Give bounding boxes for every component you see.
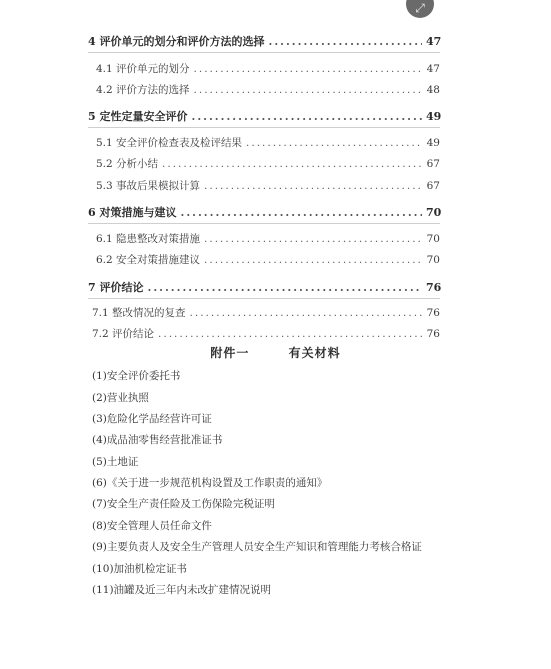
toc-leader-dots	[268, 35, 422, 48]
toc-entry-page: 76	[426, 307, 440, 319]
appendix-item: (11)油罐及近三年内未改扩建情况说明	[92, 584, 272, 596]
toc-leader-dots	[147, 281, 422, 294]
appendix-title-label: 附件一	[210, 346, 250, 360]
toc-leader-dots	[190, 307, 422, 319]
appendix-item: (2)营业执照	[92, 392, 149, 404]
appendix-item: (6)《关于进一步规范机构设置及工作职责的通知》	[92, 477, 328, 489]
toc-entry-title: 5.3 事故后果模拟计算	[96, 180, 201, 192]
appendix-title	[0, 344, 551, 361]
toc-entry[interactable]	[0, 252, 440, 267]
appendix-item: (10)加油机检定证书	[92, 563, 188, 575]
toc-divider	[88, 52, 440, 53]
toc-entry[interactable]	[0, 178, 440, 193]
toc-entry-title: 4.2 评价方法的选择	[96, 84, 190, 96]
toc-divider	[88, 298, 440, 299]
toc-entry[interactable]	[0, 279, 440, 295]
toc-entry[interactable]	[0, 305, 440, 320]
appendix-item: (3)危险化学品经营许可证	[92, 413, 212, 425]
toc-entry-title: 6 对策措施与建议	[88, 206, 177, 219]
toc-leader-dots	[194, 84, 422, 96]
toc-entry[interactable]	[0, 82, 440, 97]
appendix-title-text: 有关材料	[288, 346, 341, 360]
appendix-item: (7)安全生产责任险及工伤保险完税证明	[92, 498, 275, 510]
toc-entry-title: 6.2 安全对策措施建议	[96, 254, 201, 266]
toc-entry-page: 70	[426, 233, 440, 245]
toc-entry[interactable]	[0, 61, 440, 76]
toc-entry[interactable]	[0, 231, 440, 246]
toc-entry[interactable]	[0, 108, 440, 124]
toc-entry[interactable]	[0, 33, 440, 49]
toc-leader-dots	[180, 206, 422, 219]
appendix-item: (1)安全评价委托书	[92, 370, 181, 382]
toc-entry-title: 4.1 评价单元的划分	[96, 63, 190, 75]
toc-entry-page: 67	[426, 158, 440, 170]
toc-entry-title: 5.2 分析小结	[96, 158, 159, 170]
toc-leader-dots	[204, 254, 422, 266]
toc-entry[interactable]	[0, 204, 440, 220]
appendix-item: (4)成品油零售经营批准证书	[92, 434, 223, 446]
toc-entry-page: 76	[426, 281, 442, 294]
toc-entry-title: 6.1 隐患整改对策措施	[96, 233, 201, 245]
toc-leader-dots	[204, 233, 422, 245]
toc-entry-title: 5.1 安全评价检查表及检评结果	[96, 137, 243, 149]
expand-icon: ⤢	[415, 1, 425, 15]
toc-divider	[88, 127, 440, 128]
appendix-item: (5)土地证	[92, 456, 139, 468]
toc-entry-page: 47	[426, 63, 440, 75]
toc-entry[interactable]	[0, 156, 440, 171]
toc-entry-page: 76	[426, 328, 440, 340]
toc-entry-page: 49	[426, 137, 440, 149]
expand-button[interactable]	[406, 0, 434, 18]
toc-entry[interactable]	[0, 135, 440, 150]
toc-entry-page: 70	[426, 206, 442, 219]
toc-entry-title: 7 评价结论	[88, 281, 144, 294]
toc-entry-page: 67	[426, 180, 440, 192]
toc-leader-dots	[204, 180, 422, 192]
toc-entry-title: 5 定性定量安全评价	[88, 110, 188, 123]
appendix-item: (9)主要负责人及安全生产管理人员安全生产知识和管理能力考核合格证	[92, 541, 422, 553]
appendix-item: (8)安全管理人员任命文件	[92, 520, 212, 532]
toc-entry-page: 70	[426, 254, 440, 266]
toc-entry-title: 4 评价单元的划分和评价方法的选择	[88, 35, 265, 48]
toc-entry[interactable]	[0, 326, 440, 341]
toc-entry-title: 7.1 整改情况的复查	[92, 307, 186, 319]
toc-entry-page: 49	[426, 110, 442, 123]
toc-leader-dots	[246, 137, 422, 149]
toc-leader-dots	[191, 110, 422, 123]
toc-entry-page: 48	[426, 84, 440, 96]
toc-leader-dots	[162, 158, 422, 170]
toc-entry-page: 47	[426, 35, 442, 48]
toc-divider	[88, 223, 440, 224]
toc-leader-dots	[158, 328, 422, 340]
toc-entry-title: 7.2 评价结论	[92, 328, 155, 340]
toc-leader-dots	[194, 63, 422, 75]
